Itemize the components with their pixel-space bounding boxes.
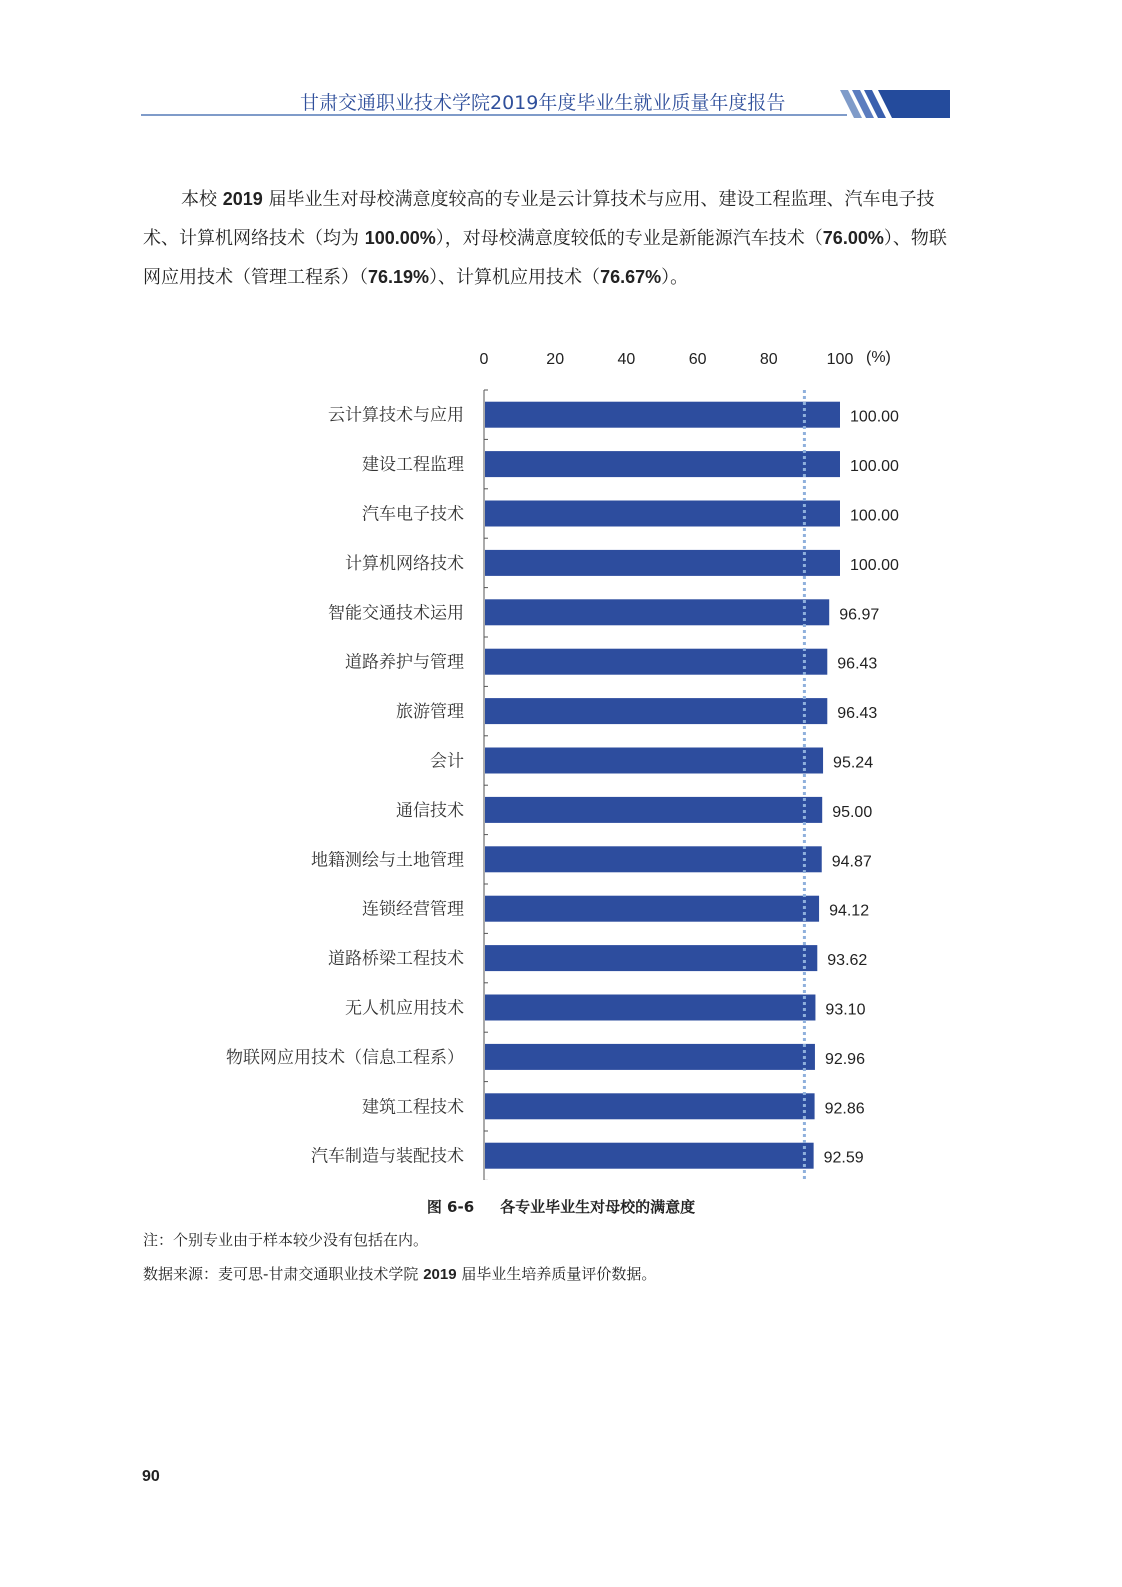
x-tick-label: 0 — [479, 351, 489, 368]
bar — [485, 451, 840, 477]
figure-number: 图 6-6 — [426, 1198, 475, 1216]
bar — [485, 1143, 814, 1169]
category-label: 地籍测绘与土地管理 — [311, 850, 464, 871]
bar — [485, 748, 823, 774]
category-label: 智能交通技术运用 — [328, 603, 464, 624]
note-text: 注：个别专业由于样本较少没有包括在内。 — [143, 1231, 429, 1249]
data-label: 92.59 — [823, 1149, 864, 1167]
x-tick-label: 20 — [546, 351, 565, 368]
bar — [485, 649, 827, 675]
data-label: 100.00 — [850, 556, 899, 574]
bar — [485, 1044, 815, 1070]
data-label: 96.97 — [839, 606, 880, 624]
category-label: 道路桥梁工程技术 — [328, 949, 464, 970]
category-label: 建设工程监理 — [362, 455, 464, 476]
x-tick-label: 100 — [826, 351, 854, 368]
x-tick-label: 60 — [688, 351, 707, 368]
category-label: 道路养护与管理 — [345, 652, 464, 673]
category-label: 汽车电子技术 — [362, 504, 464, 525]
category-label: 无人机应用技术 — [345, 998, 464, 1019]
figure-caption — [0, 1196, 1122, 1217]
x-tick-label: 80 — [759, 351, 778, 368]
data-label: 94.12 — [829, 902, 870, 920]
bar — [485, 698, 827, 724]
bar — [485, 599, 829, 625]
category-label: 计算机网络技术 — [345, 553, 464, 574]
figure-title: 各专业毕业生对母校的满意度 — [500, 1198, 696, 1216]
bar — [485, 501, 840, 527]
bar — [485, 797, 822, 823]
data-label: 100.00 — [850, 408, 899, 426]
data-label: 95.00 — [832, 803, 873, 821]
data-label: 96.43 — [837, 705, 878, 723]
x-axis-unit: (%) — [866, 349, 891, 366]
header-rule — [141, 114, 847, 116]
bar — [485, 1093, 815, 1119]
bar — [485, 846, 822, 872]
data-label: 94.87 — [831, 853, 872, 871]
category-label: 旅游管理 — [396, 702, 464, 723]
data-label: 92.86 — [824, 1100, 865, 1118]
data-source-text: 数据来源：麦可思-甘肃交通职业技术学院 2019 届毕业生培养质量评价数据。 — [143, 1265, 657, 1283]
satisfaction-bar-chart — [0, 320, 1122, 1180]
data-label: 95.24 — [833, 754, 874, 772]
category-label: 云计算技术与应用 — [328, 405, 464, 426]
bar — [485, 945, 817, 971]
category-label: 连锁经营管理 — [362, 899, 464, 920]
header-stripes-decoration — [840, 90, 950, 118]
bar — [485, 550, 840, 576]
category-label: 物联网应用技术（信息工程系） — [226, 1047, 464, 1068]
category-label: 通信技术 — [396, 800, 464, 821]
bar — [485, 896, 819, 922]
running-header-title: 甘肃交通职业技术学院2019年度毕业生就业质量年度报告 — [300, 92, 786, 114]
data-label: 92.96 — [824, 1050, 865, 1068]
intro-paragraph: 本校 2019 届毕业生对母校满意度较高的专业是云计算技术与应用、建设工程监理、汽车电子技术、计算机网络技术（均为 100.00%），对母校满意度较低的专业是新能源汽车技术（76.00%）、物联网应用技术（管理工程系）（76.19%）、计算机应用技术（76.67%）。 — [143, 189, 947, 288]
data-label: 93.62 — [827, 952, 868, 970]
data-label: 96.43 — [837, 655, 878, 673]
data-label: 93.10 — [825, 1001, 866, 1019]
category-label: 汽车制造与装配技术 — [311, 1146, 464, 1167]
bar — [485, 995, 815, 1021]
category-label: 建筑工程技术 — [362, 1097, 464, 1118]
bar — [485, 402, 840, 428]
x-tick-label: 40 — [617, 351, 636, 368]
data-label: 100.00 — [850, 458, 899, 476]
page-number: 90 — [142, 1468, 160, 1485]
data-label: 100.00 — [850, 507, 899, 525]
category-label: 会计 — [430, 751, 464, 772]
